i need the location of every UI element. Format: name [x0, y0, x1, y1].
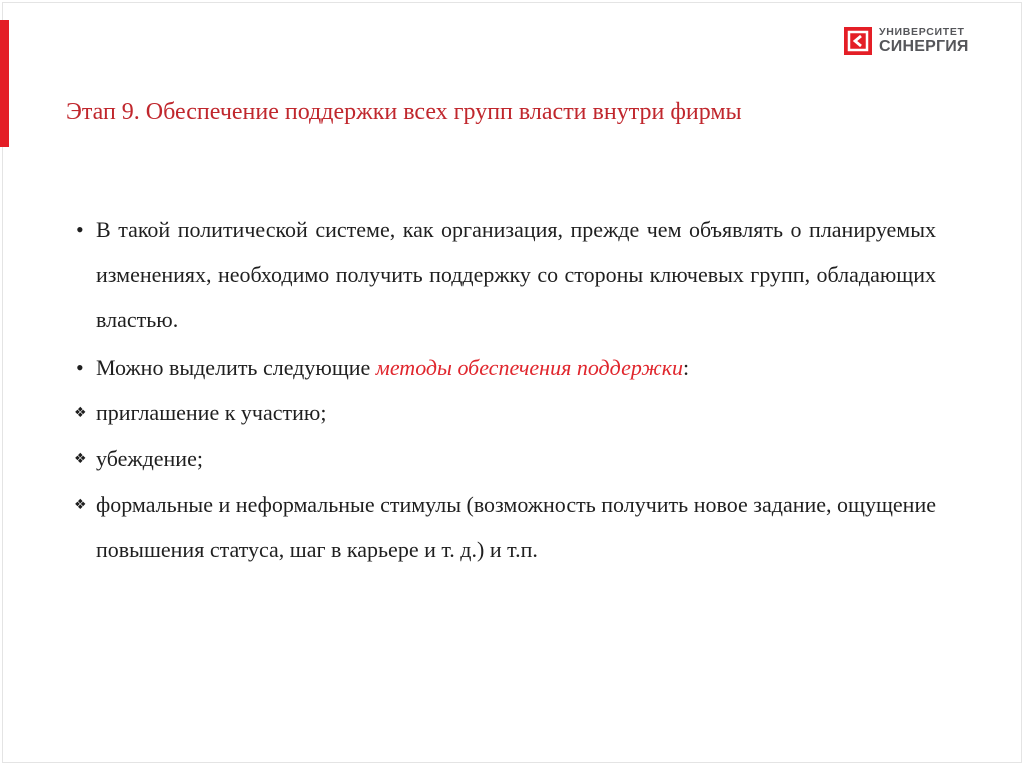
- bullet-item: [76, 207, 936, 342]
- slide-title: Этап 9. Обеспечение поддержки всех групп власти внутри фирмы: [66, 99, 742, 125]
- bullet-marker: •: [76, 355, 84, 380]
- method-text: формальные и неформальные стимулы (возможность получить новое задание, ощущение повышения статуса, шаг в карьере и т. д.) и т.п.: [96, 492, 936, 562]
- synergy-logo-icon: [844, 27, 872, 55]
- bullet-suffix: :: [683, 355, 690, 380]
- diamond-bullet-icon: ❖: [74, 451, 87, 467]
- method-item: [76, 482, 936, 572]
- logo-line1: УНИВЕРСИТЕТ: [879, 26, 965, 39]
- diamond-bullet-icon: ❖: [74, 497, 87, 513]
- bullet-marker: •: [76, 217, 84, 242]
- diamond-bullet-icon: ❖: [74, 405, 87, 421]
- bullet-item: [76, 345, 936, 390]
- slide-content: [76, 207, 936, 572]
- method-item: [76, 390, 936, 436]
- logo-text: [879, 27, 969, 55]
- logo-line2: СИНЕРГИЯ: [879, 37, 969, 55]
- method-item: [76, 436, 936, 482]
- method-text: убеждение;: [96, 446, 203, 471]
- university-logo: [844, 27, 969, 55]
- bullet-text: [96, 345, 936, 390]
- highlighted-phrase: методы обеспечения поддержки: [375, 355, 684, 380]
- method-text: приглашение к участию;: [96, 400, 327, 425]
- accent-bar: [0, 20, 9, 147]
- bullet-prefix: Можно выделить следующие: [96, 355, 376, 380]
- bullet-text: В такой политической системе, как организация, прежде чем объявлять о планируемых изменениях, необходимо получить поддержку со стороны ключевых групп, обладающих властью.: [96, 217, 936, 332]
